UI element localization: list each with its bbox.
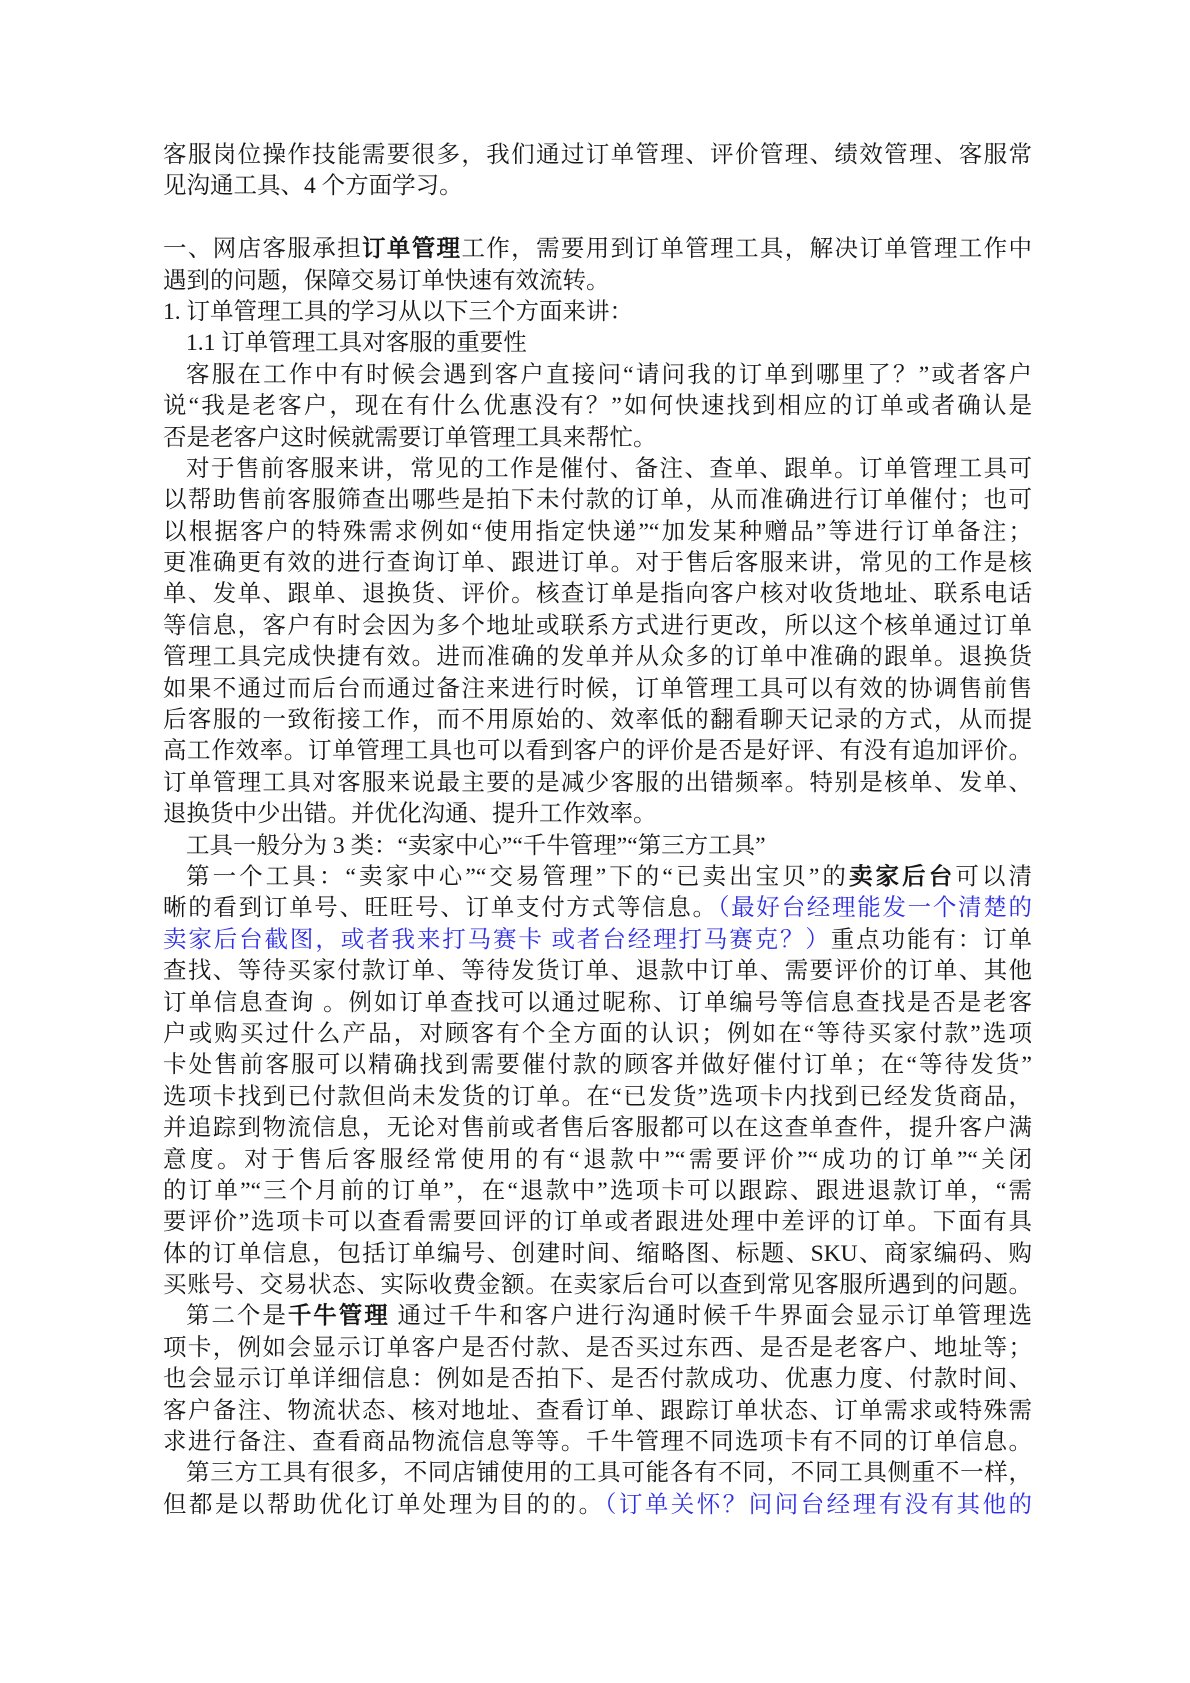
text-line xyxy=(163,1270,1032,1301)
text-line xyxy=(163,611,1032,642)
text-run: 第二个是 xyxy=(186,1303,288,1330)
text-run: 要评价”选项卡可以查看需要回评的订单或者跟进处理中差评的订单。下面有具 xyxy=(163,1209,1032,1236)
text-run: 客户备注、物流状态、核对地址、查看订单、跟踪订单状态、订单需求或特殊需 xyxy=(163,1397,1032,1424)
text-run: 以根据客户的特殊需求例如“使用指定快递”“加发某种赠品”等进行订单备注； xyxy=(163,518,1032,545)
text-run: 也会显示订单详细信息：例如是否拍下、是否付款成功、优惠力度、付款时间、 xyxy=(163,1366,1032,1393)
blank-line xyxy=(163,203,1032,234)
text-run: 否是老客户这时候就需要订单管理工具来帮忙。 xyxy=(163,424,657,451)
text-line xyxy=(163,925,1032,956)
document-body xyxy=(163,140,1032,1521)
text-run: 等信息，客户有时会因为多个地址或联系方式进行更改，所以这个核单通过订单 xyxy=(163,612,1032,639)
text-line xyxy=(163,1082,1032,1113)
text-line xyxy=(163,328,1032,359)
text-run: 订单管理工具对客服来说最主要的是减少客服的出错频率。特别是核单、发单、 xyxy=(163,769,1032,796)
bold-text-run: 订单管理 xyxy=(361,236,462,263)
text-run: 查找、等待买家付款订单、等待发货订单、退款中订单、需要评价的订单、其他 xyxy=(163,958,1032,985)
text-line xyxy=(163,1364,1032,1395)
text-line xyxy=(163,736,1032,767)
text-run: 说“我是老客户，现在有什么优惠没有？”如何快速找到相应的订单或者确认是 xyxy=(163,393,1032,420)
text-line xyxy=(163,642,1032,673)
text-run: 通过千牛和客户进行沟通时候千牛界面会显示订单管理选 xyxy=(389,1303,1032,1330)
text-line xyxy=(163,485,1032,516)
text-line xyxy=(163,548,1032,579)
text-run: 一、网店客服承担 xyxy=(163,236,362,263)
text-run: 户或购买过什么产品，对顾客有个全方面的认识；例如在“等待买家付款”选项 xyxy=(163,1020,1032,1047)
text-line xyxy=(163,1333,1032,1364)
text-run: 退换货中少出错。并优化沟通、提升工作效率。 xyxy=(163,801,657,828)
text-run: 卡处售前客服可以精确找到需要催付款的顾客并做好催付订单；在“等待发货” xyxy=(163,1052,1032,1079)
text-line xyxy=(163,1113,1032,1144)
text-line xyxy=(163,1176,1032,1207)
text-run: 的订单”“三个月前的订单”，在“退款中”选项卡可以跟踪、跟进退款订单，“需 xyxy=(163,1177,1032,1204)
text-line xyxy=(163,423,1032,454)
text-line xyxy=(163,360,1032,391)
text-run: 管理工具完成快捷有效。进而准确的发单并从众多的订单中准确的跟单。退换货 xyxy=(163,644,1032,671)
text-run: 工具一般分为 3 类：“卖家中心”“千牛管理”“第三方工具” xyxy=(186,832,766,859)
text-run: 更准确更有效的进行查询订单、跟进订单。对于售后客服来讲，常见的工作是核 xyxy=(163,550,1032,577)
text-line xyxy=(163,1207,1032,1238)
text-line xyxy=(163,171,1032,202)
text-run: 但都是以帮助优化订单处理为目的的。 xyxy=(163,1491,605,1518)
text-run: 项卡，例如会显示订单客户是否付款、是否买过东西、是否是老客户、地址等； xyxy=(163,1334,1032,1361)
text-run: 意度。对于售后客服经常使用的有“退款中”“需要评价”“成功的订单”“关闭 xyxy=(163,1146,1032,1173)
text-run: 对于售前客服来讲，常见的工作是催付、备注、查单、跟单。订单管理工具可 xyxy=(186,455,1032,482)
annotation-text-run: （订单关怀？问问台经理有没有其他的 xyxy=(604,1491,1032,1518)
text-run: 订单信息查询 。例如订单查找可以通过昵称、订单编号等信息查找是否是老客 xyxy=(163,989,1032,1016)
text-run: 如果不通过而后台而通过备注来进行时候，订单管理工具可以有效的协调售前售 xyxy=(163,675,1032,702)
text-line xyxy=(163,1301,1032,1332)
text-run: 见沟通工具、4 个方面学习。 xyxy=(163,173,463,200)
text-line xyxy=(163,831,1032,862)
text-run: 以帮助售前客服筛查出哪些是拍下未付款的订单，从而准确进行订单催付；也可 xyxy=(163,487,1032,514)
text-line xyxy=(163,1396,1032,1427)
text-line xyxy=(163,234,1032,265)
text-line xyxy=(163,799,1032,830)
text-run: 重点功能有：订单 xyxy=(830,926,1032,953)
text-line xyxy=(163,674,1032,705)
text-line xyxy=(163,1427,1032,1458)
text-line xyxy=(163,1490,1032,1521)
text-line xyxy=(163,517,1032,548)
text-run: 工作，需要用到订单管理工具，解决订单管理工作中 xyxy=(461,236,1032,263)
text-run: 单、发单、跟单、退换货、评价。核查订单是指向客户核对收货地址、联系电话 xyxy=(163,581,1032,608)
text-run: 求进行备注、查看商品物流信息等等。千牛管理不同选项卡有不同的订单信息。 xyxy=(163,1429,1032,1456)
bold-text-run: 千牛管理 xyxy=(287,1303,390,1330)
text-line xyxy=(163,1145,1032,1176)
text-run: 客服岗位操作技能需要很多，我们通过订单管理、评价管理、绩效管理、客服常 xyxy=(163,142,1032,168)
text-line xyxy=(163,266,1032,297)
text-line xyxy=(163,988,1032,1019)
text-line xyxy=(163,297,1032,328)
text-run: 遇到的问题，保障交易订单快速有效流转。 xyxy=(163,267,610,294)
text-run: 买账号、交易状态、实际收费金额。在卖家后台可以查到常见客服所遇到的问题。 xyxy=(163,1272,1032,1299)
text-run: 高工作效率。订单管理工具也可以看到客户的评价是否是好评、有没有追加评价。 xyxy=(163,738,1032,765)
annotation-text-run: 卖家后台截图，或者我来打马赛卡 或者台经理打马赛克？） xyxy=(163,926,831,953)
text-run: 并追踪到物流信息，无论对售前或者售后客服都可以在这查单查件，提升客户满 xyxy=(163,1115,1032,1142)
text-line xyxy=(163,579,1032,610)
text-line xyxy=(163,705,1032,736)
text-run: 第三方工具有很多，不同店铺使用的工具可能各有不同，不同工具侧重不一样， xyxy=(186,1460,1032,1487)
text-line xyxy=(163,454,1032,485)
text-run: 第一个工具：“卖家中心”“交易管理”下的“已卖出宝贝”的 xyxy=(186,863,849,890)
text-line xyxy=(163,1050,1032,1081)
bold-text-run: 卖家后台 xyxy=(848,863,956,890)
text-line xyxy=(163,956,1032,987)
text-run: 可以清 xyxy=(955,863,1032,890)
annotation-text-run: （最好台经理能发一个清楚的 xyxy=(717,895,1032,922)
text-line xyxy=(163,1239,1032,1270)
text-line xyxy=(163,391,1032,422)
text-line xyxy=(163,1458,1032,1489)
text-run: 体的订单信息，包括订单编号、创建时间、缩略图、标题、SKU、商家编码、购 xyxy=(163,1240,1032,1267)
text-line xyxy=(163,140,1032,171)
text-run: 后客服的一致衔接工作，而不用原始的、效率低的翻看聊天记录的方式，从而提 xyxy=(163,707,1032,734)
text-run: 客服在工作中有时候会遇到客户直接问“请问我的订单到哪里了？”或者客户 xyxy=(186,361,1032,388)
text-line xyxy=(163,768,1032,799)
text-run: 1. 订单管理工具的学习从以下三个方面来讲： xyxy=(163,298,633,325)
text-line xyxy=(163,1019,1032,1050)
text-line xyxy=(163,862,1032,893)
text-run: 1.1 订单管理工具对客服的重要性 xyxy=(186,330,527,357)
text-run: 晰的看到订单号、旺旺号、订单支付方式等信息。 xyxy=(163,895,718,922)
text-run: 选项卡找到已付款但尚未发货的订单。在“已发货”选项卡内找到已经发货商品， xyxy=(163,1083,1032,1110)
text-line xyxy=(163,893,1032,924)
